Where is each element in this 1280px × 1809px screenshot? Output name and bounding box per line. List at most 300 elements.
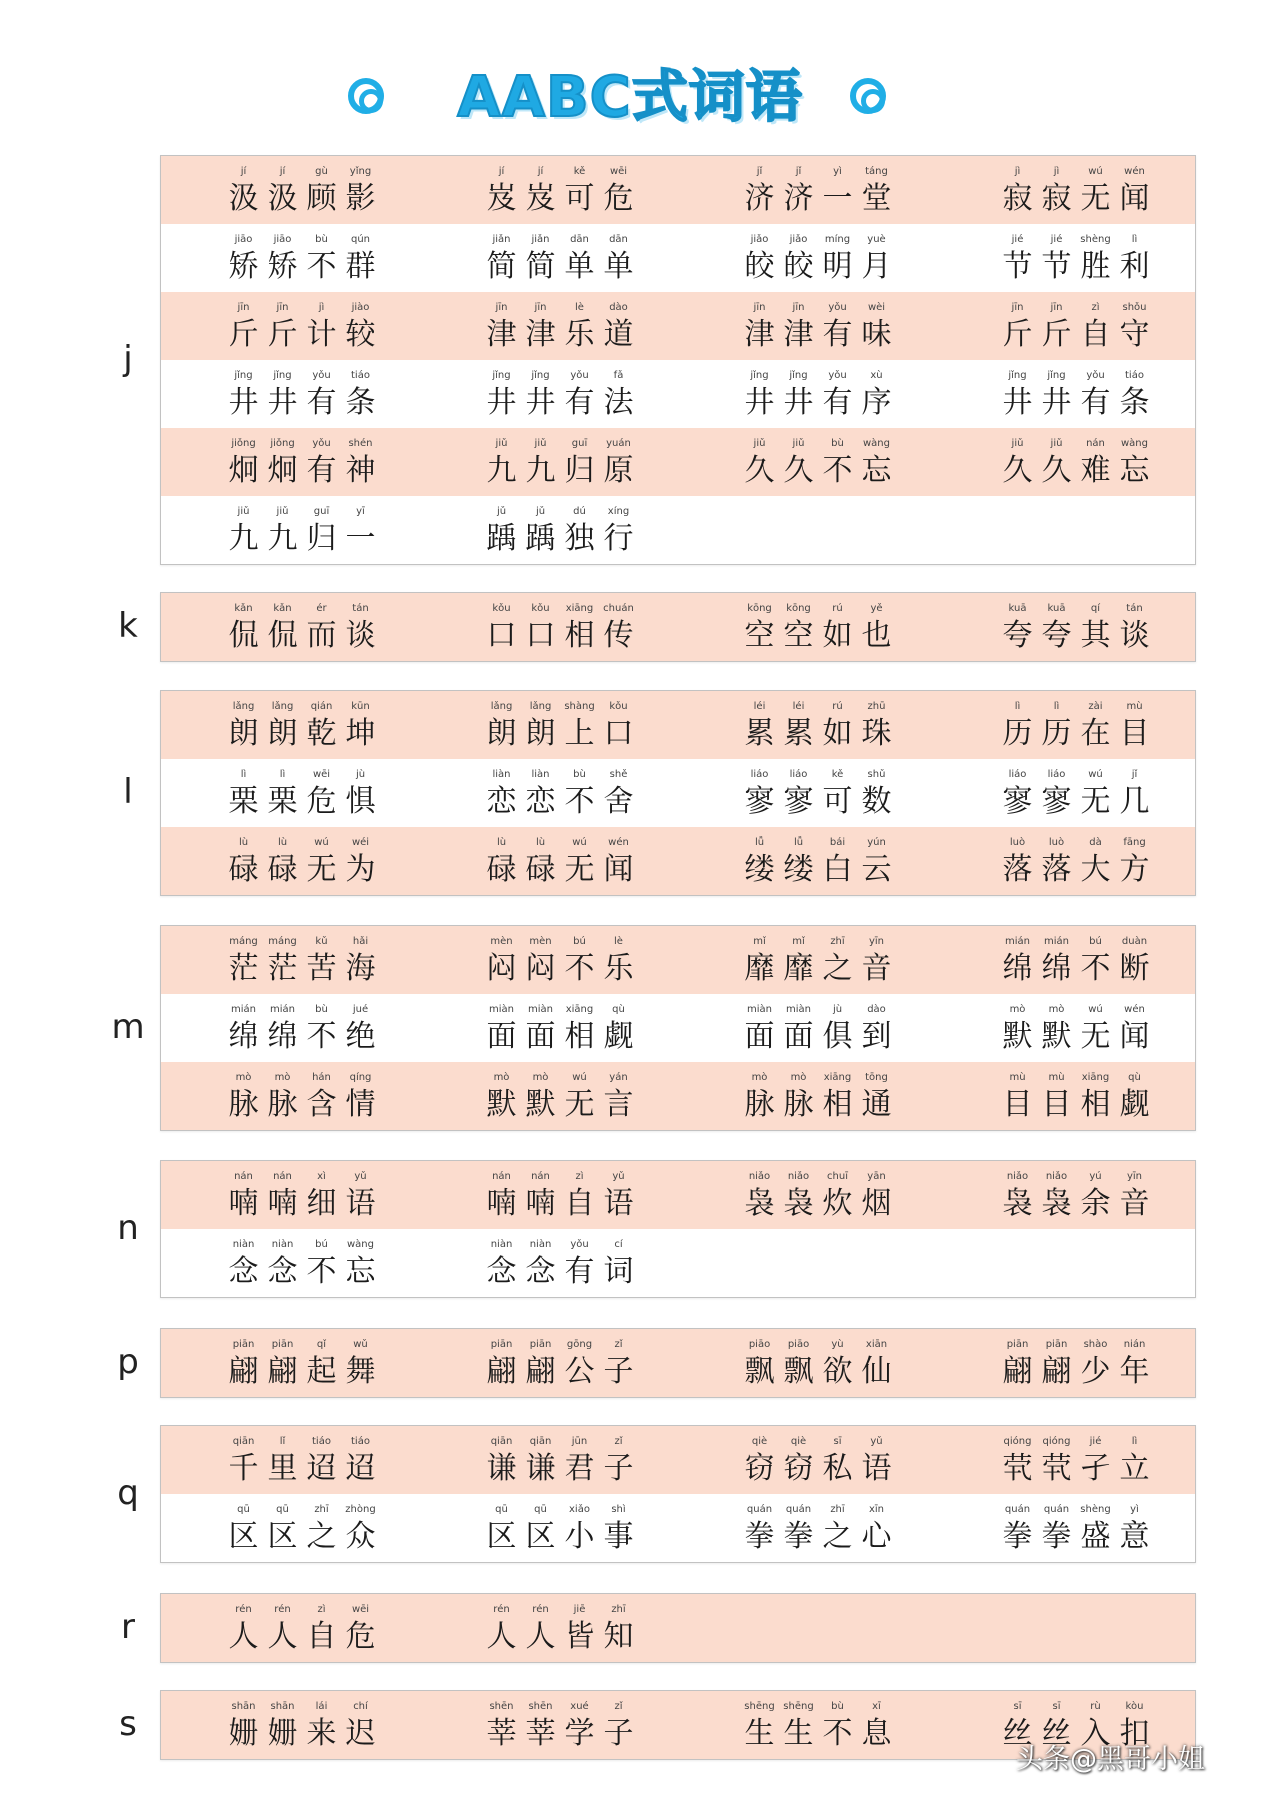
pinyin-syllable: léi	[753, 701, 766, 712]
hanzi-char: 觑	[603, 1019, 634, 1054]
hanzi-char: 岌	[525, 181, 556, 216]
hanzi-char: 自	[1080, 317, 1111, 352]
section-letter-k: k	[118, 606, 138, 646]
pinyin-syllable: jiǎo	[750, 234, 769, 245]
pinyin-syllable: yǒu	[312, 370, 331, 381]
pinyin-syllable: lù	[496, 837, 507, 848]
pinyin-syllable: piān	[1006, 1339, 1029, 1350]
hanzi-char: 不	[564, 784, 595, 819]
idiom-text	[482, 1018, 638, 1056]
pinyin-syllable: kě	[831, 769, 844, 780]
pinyin-line	[482, 1337, 638, 1353]
pinyin-syllable: shì	[611, 1504, 626, 1515]
hanzi-char: 道	[603, 317, 634, 352]
hanzi-char: 不	[306, 1254, 337, 1289]
pinyin-syllable: quán	[1004, 1504, 1031, 1515]
word-group-n	[160, 1160, 1196, 1298]
word-cell	[161, 428, 419, 496]
pinyin-syllable: lè	[614, 936, 623, 947]
pinyin-line	[224, 232, 380, 248]
pinyin-syllable: dān	[570, 234, 589, 245]
word-cell	[161, 1426, 419, 1494]
hanzi-char: 默	[1041, 1019, 1072, 1054]
pinyin-syllable: wú	[572, 837, 587, 848]
idiom-entry	[482, 601, 642, 655]
pinyin-syllable: yǒu	[828, 370, 847, 381]
hanzi-char: 津	[783, 317, 814, 352]
pinyin-syllable: qū	[276, 1504, 289, 1515]
pinyin-syllable: lǚ	[754, 837, 765, 848]
idiom-entry	[740, 436, 900, 490]
hanzi-char: 拳	[1002, 1519, 1033, 1554]
pinyin-syllable: xíng	[607, 506, 630, 517]
word-cell	[161, 224, 419, 292]
pinyin-syllable: shēng	[783, 1701, 814, 1712]
pinyin-line	[740, 934, 896, 950]
idiom-text	[998, 1450, 1154, 1488]
pinyin-syllable: wú	[1088, 769, 1103, 780]
pinyin-syllable: rén	[235, 1604, 252, 1615]
hanzi-char: 翩	[1002, 1354, 1033, 1389]
pinyin-syllable: bù	[315, 1004, 328, 1015]
hanzi-char: 茫	[267, 951, 298, 986]
hanzi-char: 为	[345, 852, 376, 887]
idiom-entry	[482, 436, 642, 490]
hanzi-char: 拳	[1041, 1519, 1072, 1554]
hanzi-char: 谦	[525, 1451, 556, 1486]
hanzi-char: 忘	[1119, 453, 1150, 488]
hanzi-char: 喃	[267, 1186, 298, 1221]
pinyin-syllable: jīn	[792, 302, 805, 313]
idiom-text	[224, 1450, 380, 1488]
idiom-text	[740, 1450, 896, 1488]
pinyin-syllable: jǔ	[496, 506, 507, 517]
pinyin-line	[482, 601, 638, 617]
idiom-entry	[482, 1070, 642, 1124]
pinyin-line	[224, 835, 380, 851]
idiom-entry	[740, 1002, 900, 1056]
hanzi-char: 踽	[486, 521, 517, 556]
hanzi-char: 人	[228, 1619, 259, 1654]
hanzi-char: 众	[345, 1519, 376, 1554]
hanzi-char: 君	[564, 1451, 595, 1486]
pinyin-syllable: mǐ	[792, 936, 805, 947]
idiom-entry	[998, 232, 1158, 286]
idiom-text	[224, 617, 380, 655]
idiom-entry	[740, 1502, 900, 1556]
hanzi-char: 可	[822, 784, 853, 819]
pinyin-syllable: qiè	[751, 1436, 768, 1447]
word-cell	[935, 691, 1193, 759]
hanzi-char: 相	[1080, 1087, 1111, 1122]
idiom-entry	[740, 1434, 900, 1488]
pinyin-line	[482, 436, 638, 452]
hanzi-char: 寥	[783, 784, 814, 819]
hanzi-char: 归	[306, 521, 337, 556]
idiom-entry	[482, 1602, 642, 1656]
pinyin-syllable: mò	[1048, 1004, 1065, 1015]
idiom-text	[740, 1715, 896, 1753]
idiom-text	[998, 452, 1154, 490]
pinyin-syllable: fǎ	[613, 370, 624, 381]
hanzi-char: 飘	[783, 1354, 814, 1389]
pinyin-syllable: mǐ	[753, 936, 766, 947]
pinyin-syllable: jǐng	[789, 370, 808, 381]
pinyin-syllable: jǐng	[273, 370, 292, 381]
hanzi-char: 大	[1080, 852, 1111, 887]
hanzi-char: 面	[525, 1019, 556, 1054]
pinyin-syllable: xīn	[868, 1504, 885, 1515]
hanzi-char: 口	[525, 618, 556, 653]
pinyin-syllable: jiāo	[273, 234, 292, 245]
hanzi-char: 息	[861, 1716, 892, 1751]
hanzi-char: 丝	[1041, 1716, 1072, 1751]
hanzi-char: 闻	[1119, 181, 1150, 216]
hanzi-char: 寂	[1041, 181, 1072, 216]
word-row	[161, 428, 1195, 496]
pinyin-syllable: hǎi	[352, 936, 369, 947]
idiom-text	[740, 248, 896, 286]
hanzi-char: 条	[345, 385, 376, 420]
pinyin-line	[482, 767, 638, 783]
word-cell	[677, 827, 935, 895]
pinyin-syllable: qiè	[790, 1436, 807, 1447]
idiom-text	[482, 520, 638, 558]
pinyin-syllable: miàn	[786, 1004, 811, 1015]
hanzi-char: 心	[861, 1519, 892, 1554]
pinyin-syllable: shǔ	[867, 769, 886, 780]
hanzi-char: 难	[1080, 453, 1111, 488]
pinyin-syllable: qiān	[490, 1436, 513, 1447]
word-row	[161, 224, 1195, 292]
hanzi-char: 人	[267, 1619, 298, 1654]
idiom-entry	[998, 436, 1158, 490]
hanzi-char: 白	[822, 852, 853, 887]
word-cell	[677, 156, 935, 224]
idiom-text	[998, 617, 1154, 655]
pinyin-line	[482, 1070, 638, 1086]
idiom-text	[740, 851, 896, 889]
pinyin-syllable: yǒu	[570, 370, 589, 381]
word-cell	[161, 156, 419, 224]
word-cell	[161, 691, 419, 759]
idiom-entry	[224, 1502, 384, 1556]
word-cell	[677, 224, 935, 292]
hanzi-char: 恋	[486, 784, 517, 819]
hanzi-char: 不	[306, 1019, 337, 1054]
pinyin-line	[224, 1237, 380, 1253]
pinyin-syllable: qún	[350, 234, 371, 245]
word-cell	[419, 1229, 677, 1297]
word-cell	[161, 292, 419, 360]
pinyin-syllable: cí	[614, 1239, 623, 1250]
hanzi-char: 独	[564, 521, 595, 556]
pinyin-syllable: léi	[792, 701, 805, 712]
idiom-text	[224, 248, 380, 286]
hanzi-char: 久	[1002, 453, 1033, 488]
pinyin-line	[482, 1002, 638, 1018]
idiom-entry	[482, 1699, 642, 1753]
hanzi-char: 自	[564, 1186, 595, 1221]
pinyin-syllable: jiǔ	[495, 438, 508, 449]
pinyin-syllable: zì	[575, 1171, 584, 1182]
hanzi-char: 上	[564, 716, 595, 751]
hanzi-char: 区	[486, 1519, 517, 1554]
pinyin-line	[998, 1434, 1154, 1450]
pinyin-syllable: zhī	[611, 1604, 626, 1615]
hanzi-char: 音	[1119, 1186, 1150, 1221]
pinyin-syllable: kuā	[1047, 603, 1066, 614]
pinyin-line	[998, 1002, 1154, 1018]
hanzi-char: 面	[744, 1019, 775, 1054]
pinyin-syllable: kǒu	[531, 603, 550, 614]
pinyin-syllable: jiǎn	[531, 234, 550, 245]
hanzi-char: 区	[267, 1519, 298, 1554]
word-cell	[677, 1494, 935, 1562]
hanzi-char: 相	[564, 618, 595, 653]
hanzi-char: 历	[1041, 716, 1072, 751]
word-cell	[161, 1594, 419, 1662]
idiom-text	[224, 180, 380, 218]
hanzi-char: 有	[306, 453, 337, 488]
hanzi-char: 念	[525, 1254, 556, 1289]
hanzi-char: 念	[486, 1254, 517, 1289]
hanzi-char: 喃	[228, 1186, 259, 1221]
pinyin-syllable: wú	[314, 837, 329, 848]
hanzi-char: 落	[1041, 852, 1072, 887]
hanzi-char: 脉	[783, 1087, 814, 1122]
idiom-entry	[482, 1502, 642, 1556]
hanzi-char: 相	[822, 1087, 853, 1122]
pinyin-line	[482, 1169, 638, 1185]
pinyin-syllable: lì	[1014, 701, 1021, 712]
hanzi-char: 到	[861, 1019, 892, 1054]
idiom-entry	[740, 368, 900, 422]
idiom-entry	[482, 300, 642, 354]
word-cell	[677, 292, 935, 360]
pinyin-syllable: nán	[1086, 438, 1105, 449]
idiom-entry	[224, 1699, 384, 1753]
hanzi-char: 之	[822, 1519, 853, 1554]
pinyin-syllable: piān	[232, 1339, 255, 1350]
word-cell	[935, 156, 1193, 224]
pinyin-syllable: liáo	[789, 769, 808, 780]
pinyin-syllable: sī	[1013, 1701, 1022, 1712]
hanzi-char: 不	[822, 453, 853, 488]
pinyin-line	[224, 601, 380, 617]
idiom-entry	[224, 300, 384, 354]
pinyin-syllable: jí	[279, 166, 286, 177]
word-cell	[419, 593, 677, 661]
hanzi-char: 无	[564, 1087, 595, 1122]
word-cell	[419, 691, 677, 759]
pinyin-syllable: tiáo	[312, 1436, 331, 1447]
idiom-entry	[740, 934, 900, 988]
hanzi-char: 袅	[1002, 1186, 1033, 1221]
pinyin-syllable: piān	[271, 1339, 294, 1350]
idiom-text	[740, 1086, 896, 1124]
pinyin-syllable: wēi	[351, 1604, 370, 1615]
word-cell	[419, 360, 677, 428]
pinyin-syllable: jīn	[276, 302, 289, 313]
pinyin-line	[224, 436, 380, 452]
pinyin-syllable: duàn	[1121, 936, 1148, 947]
pinyin-line	[224, 1337, 380, 1353]
pinyin-syllable: wàng	[347, 1239, 374, 1250]
hanzi-char: 条	[1119, 385, 1150, 420]
pinyin-syllable: shēn	[528, 1701, 553, 1712]
idiom-text	[482, 1518, 638, 1556]
hanzi-char: 子	[603, 1451, 634, 1486]
pinyin-syllable: kǒu	[609, 701, 628, 712]
pinyin-syllable: tiáo	[351, 1436, 370, 1447]
word-cell	[677, 691, 935, 759]
word-row	[161, 292, 1195, 360]
idiom-text	[482, 1450, 638, 1488]
hanzi-char: 胜	[1080, 249, 1111, 284]
hanzi-char: 迢	[345, 1451, 376, 1486]
idiom-entry	[740, 300, 900, 354]
idiom-entry	[998, 1337, 1158, 1391]
pinyin-line	[998, 1070, 1154, 1086]
pinyin-syllable: yǐng	[349, 166, 372, 177]
word-cell	[161, 1161, 419, 1229]
idiom-text	[998, 1185, 1154, 1223]
word-cell	[161, 1329, 419, 1397]
idiom-text	[740, 452, 896, 490]
idiom-entry	[482, 1434, 642, 1488]
idiom-entry	[740, 1337, 900, 1391]
pinyin-syllable: yǒu	[1086, 370, 1105, 381]
hanzi-char: 乾	[306, 716, 337, 751]
word-cell	[677, 496, 935, 564]
hanzi-char: 津	[525, 317, 556, 352]
idiom-entry	[224, 368, 384, 422]
hanzi-char: 有	[306, 385, 337, 420]
hanzi-char: 九	[267, 521, 298, 556]
pinyin-syllable: jūn	[571, 1436, 588, 1447]
word-row	[161, 1329, 1195, 1397]
pinyin-line	[224, 699, 380, 715]
hanzi-char: 数	[861, 784, 892, 819]
pinyin-syllable: yǒu	[312, 438, 331, 449]
idiom-text	[224, 452, 380, 490]
pinyin-syllable: lè	[575, 302, 584, 313]
pinyin-syllable: jì	[318, 302, 325, 313]
hanzi-char: 累	[744, 716, 775, 751]
pinyin-syllable: niàn	[529, 1239, 552, 1250]
hanzi-char: 栗	[267, 784, 298, 819]
pinyin-syllable: liàn	[531, 769, 550, 780]
pinyin-syllable: jié	[1089, 1436, 1102, 1447]
pinyin-line	[740, 699, 896, 715]
pinyin-syllable: wén	[608, 837, 629, 848]
pinyin-line	[998, 1699, 1154, 1715]
pinyin-syllable: bú	[1089, 936, 1102, 947]
hanzi-char: 无	[1080, 181, 1111, 216]
pinyin-line	[482, 934, 638, 950]
idiom-text	[998, 1353, 1154, 1391]
hanzi-char: 入	[1080, 1716, 1111, 1751]
hanzi-char: 闻	[603, 852, 634, 887]
idiom-text	[224, 316, 380, 354]
word-cell	[935, 1494, 1193, 1562]
hanzi-char: 不	[564, 951, 595, 986]
idiom-text	[482, 248, 638, 286]
pinyin-syllable: yǒu	[570, 1239, 589, 1250]
pinyin-syllable: wén	[1124, 1004, 1145, 1015]
pinyin-syllable: yán	[609, 1072, 628, 1083]
pinyin-syllable: kě	[573, 166, 586, 177]
hanzi-char: 余	[1080, 1186, 1111, 1221]
idiom-text	[224, 715, 380, 753]
hanzi-char: 空	[783, 618, 814, 653]
pinyin-syllable: rú	[832, 603, 843, 614]
pinyin-syllable: jiǔ	[1050, 438, 1063, 449]
pinyin-syllable: táng	[865, 166, 888, 177]
pinyin-syllable: jiào	[351, 302, 370, 313]
pinyin-syllable: fāng	[1123, 837, 1146, 848]
pinyin-syllable: kōng	[786, 603, 811, 614]
hanzi-char: 立	[1119, 1451, 1150, 1486]
hanzi-char: 面	[783, 1019, 814, 1054]
pinyin-syllable: jiǔ	[276, 506, 289, 517]
idiom-entry	[224, 934, 384, 988]
section-letter-l: l	[123, 772, 133, 812]
pinyin-line	[740, 1337, 896, 1353]
hanzi-char: 有	[564, 1254, 595, 1289]
hanzi-char: 朗	[228, 716, 259, 751]
pinyin-syllable: jiǎo	[789, 234, 808, 245]
idiom-text	[482, 617, 638, 655]
pinyin-syllable: jiǔ	[792, 438, 805, 449]
idiom-entry	[224, 1602, 384, 1656]
idiom-entry	[998, 1434, 1158, 1488]
pinyin-syllable: xiǎo	[569, 1504, 590, 1515]
word-group-l	[160, 690, 1196, 896]
hanzi-char: 云	[861, 852, 892, 887]
idiom-entry	[224, 164, 384, 218]
hanzi-char: 归	[564, 453, 595, 488]
pinyin-syllable: kǎn	[234, 603, 253, 614]
pinyin-syllable: niàn	[490, 1239, 513, 1250]
pinyin-syllable: liàn	[492, 769, 511, 780]
word-group-j	[160, 155, 1196, 565]
idiom-text	[224, 520, 380, 558]
hanzi-char: 绵	[1041, 951, 1072, 986]
pinyin-syllable: jié	[1050, 234, 1063, 245]
hanzi-char: 皎	[744, 249, 775, 284]
idiom-entry	[740, 1070, 900, 1124]
pinyin-line	[998, 436, 1154, 452]
pinyin-syllable: jí	[240, 166, 247, 177]
word-cell	[677, 926, 935, 994]
hanzi-char: 坤	[345, 716, 376, 751]
hanzi-char: 如	[822, 716, 853, 751]
hanzi-char: 音	[861, 951, 892, 986]
idiom-entry	[998, 368, 1158, 422]
pinyin-syllable: zǐ	[614, 1339, 623, 1350]
word-cell	[419, 926, 677, 994]
idiom-text	[224, 1618, 380, 1656]
word-cell	[419, 496, 677, 564]
word-cell	[419, 1426, 677, 1494]
pinyin-syllable: dào	[609, 302, 628, 313]
hanzi-char: 面	[486, 1019, 517, 1054]
word-group-p	[160, 1328, 1196, 1398]
hanzi-char: 翩	[228, 1354, 259, 1389]
pinyin-syllable: jīn	[1050, 302, 1063, 313]
